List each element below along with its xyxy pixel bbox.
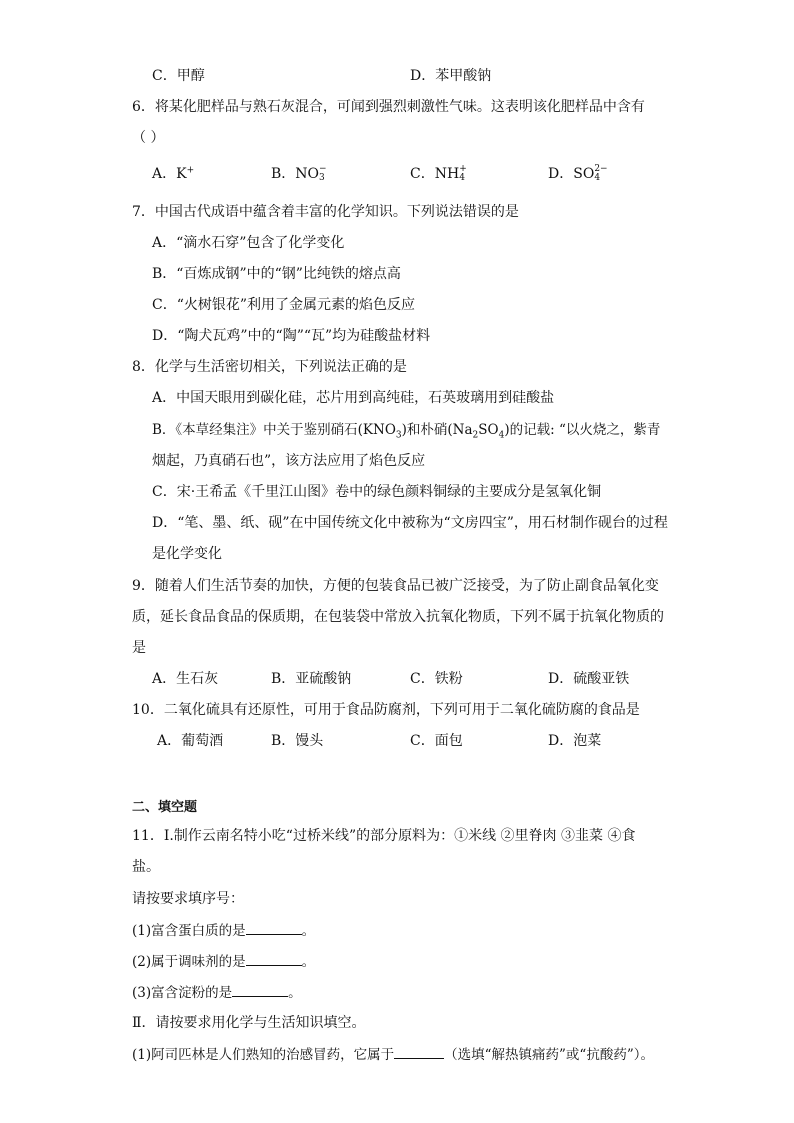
- q6-paren: （ ）: [132, 130, 165, 146]
- section-title-fill-in: 二、填空题: [132, 800, 198, 815]
- q7-stem: 7．中国古代成语中蕴含着丰富的化学知识。下列说法错误的是: [132, 204, 519, 220]
- q11-part2-heading: Ⅱ．请按要求用化学与生活知识填空。: [132, 1015, 366, 1031]
- q6-option-a: A．K+: [152, 165, 195, 182]
- q5-option-c: C．甲醇: [152, 68, 205, 84]
- q7-option-a: A．“滴水石穿”包含了化学变化: [152, 235, 345, 251]
- q8-option-d-line2: 是化学变化: [152, 546, 222, 562]
- q11-part2-sub1: (1)阿司匹林是人们熟知的治感冒药，它属于 （选填“解热镇痛药”或“抗酸药”）。: [132, 1044, 654, 1065]
- q5-option-d: D．苯甲酸钠: [410, 68, 492, 84]
- q9-stem-line3: 是: [132, 640, 146, 656]
- q9-option-b: B．亚硫酸钠: [271, 671, 352, 687]
- q10-option-a: A．葡萄酒: [157, 733, 224, 749]
- q9-stem-line1: 9．随着人们生活节奏的加快，方便的包装食品已被广泛接受，为了防止副食品氧化变: [132, 578, 659, 594]
- q8-option-c: C．宋·王希孟《千里江山图》卷中的绿色颜料铜绿的主要成分是氢氧化铜: [152, 484, 602, 500]
- q11-stem-line1: 11．Ⅰ.制作云南名特小吃“过桥米线”的部分原料为：①米线 ②里脊肉 ③韭菜 ④食: [132, 828, 636, 844]
- q9-option-a: A．生石灰: [152, 671, 219, 687]
- q11-sub1: (1)富含蛋白质的是 。: [132, 920, 315, 941]
- q11-stem-line2: 盐。: [132, 859, 160, 875]
- q7-option-d: D．“陶犬瓦鸡”中的“陶”“瓦”均为硅酸盐材料: [152, 328, 431, 344]
- q7-option-c: C．“火树银花”利用了金属元素的焰色反应: [152, 297, 416, 313]
- q6-option-b: B．NO − 3: [271, 164, 327, 183]
- q10-stem: 10．二氧化硫具有还原性，可用于食品防腐剂，下列可用于二氧化硫防腐的食品是: [132, 702, 640, 718]
- q7-option-b: B．“百炼成钢”中的“钢”比纯铁的熔点高: [152, 266, 401, 282]
- q6-option-d: D．SO 2− 4: [548, 164, 608, 183]
- q8-option-b-line1: B．《本草经集注》中关于鉴别硝石$(KNO_3)$和朴硝$(Na_2SO_4)$的记载: “以火烧之，紫青: [152, 422, 661, 441]
- q11-sub3: (3)富含淀粉的是 。: [132, 982, 302, 1003]
- q11-sub2: (2)属于调味剂的是 。: [132, 951, 315, 972]
- q8-option-d-line1: D．“笔、墨、纸、砚”在中国传统文化中被称为“文房四宝”，用石材制作砚台的过程: [152, 515, 668, 531]
- q9-option-c: C．铁粉: [410, 671, 463, 687]
- q10-option-c: C．面包: [410, 733, 463, 749]
- q6-stem: 6．将某化肥样品与熟石灰混合，可闻到强烈刺激性气味。这表明该化肥样品中含有: [132, 99, 645, 115]
- q6-option-c: C．NH + 4: [410, 164, 467, 183]
- answer-blank[interactable]: [394, 1044, 444, 1059]
- q11-instruction: 请按要求填序号：: [132, 891, 244, 907]
- answer-blank[interactable]: [246, 920, 302, 935]
- answer-blank[interactable]: [232, 982, 288, 997]
- answer-blank[interactable]: [246, 951, 302, 966]
- q9-option-d: D．硫酸亚铁: [548, 671, 630, 687]
- q8-option-a: A．中国天眼用到碳化硅，芯片用到高纯硅，石英玻璃用到硅酸盐: [152, 390, 555, 406]
- q8-stem: 8．化学与生活密切相关，下列说法正确的是: [132, 359, 407, 375]
- q10-option-b: B．馒头: [271, 733, 324, 749]
- q8-option-b-line2: 烟起，乃真硝石也”，该方法应用了焰色反应: [152, 453, 426, 469]
- q9-stem-line2: 质，延长食品食品的保质期，在包装袋中常放入抗氧化物质，下列不属于抗氧化物质的: [132, 609, 664, 625]
- q10-option-d: D．泡菜: [548, 733, 602, 749]
